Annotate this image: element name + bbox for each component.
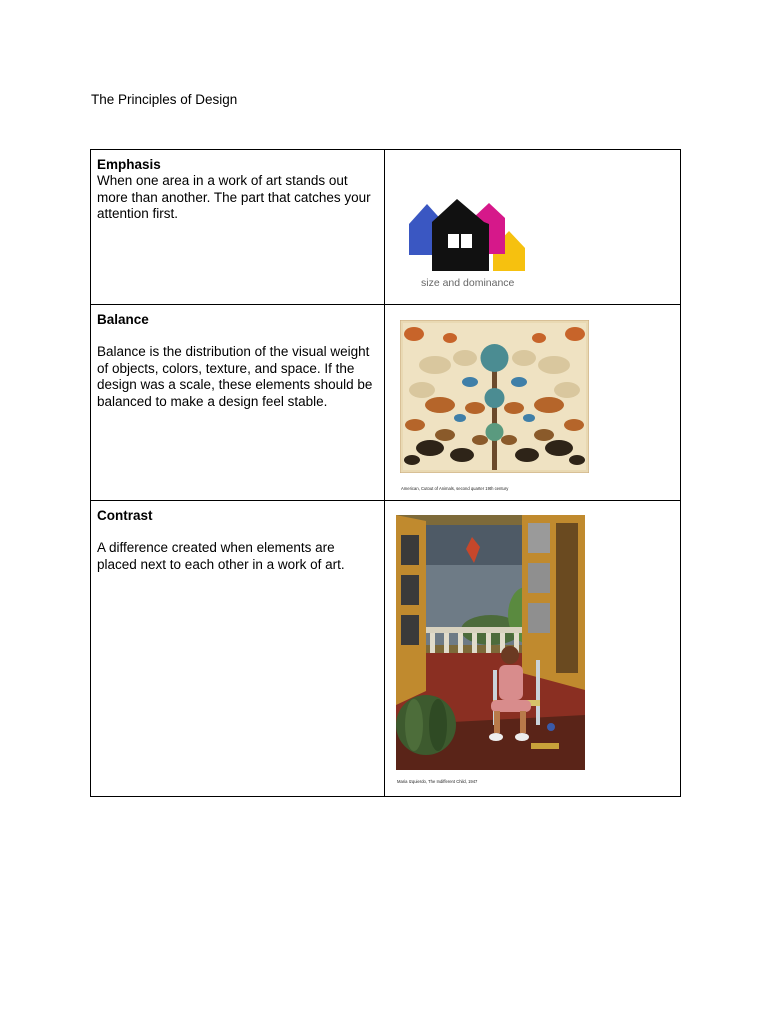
contrast-image-cell — [385, 501, 681, 797]
contrast-image-caption: Maria Izquierdo, The Indifferent Child, 1947 — [397, 779, 478, 784]
size-and-dominance-label: size and dominance — [421, 277, 515, 289]
black-house-shape — [432, 199, 489, 271]
principles-table — [90, 149, 681, 797]
size-and-dominance-illustration — [409, 194, 539, 294]
balance-image-caption: American, Cutout of Animals, second quarter 19th century — [401, 486, 509, 491]
emphasis-image-cell — [385, 150, 681, 305]
table-row-contrast — [91, 501, 681, 797]
contrast-term: Contrast — [97, 508, 153, 523]
table-row-balance — [91, 305, 681, 501]
balance-text-cell — [91, 305, 385, 501]
contrast-text-cell — [91, 501, 385, 797]
window-right-shape — [461, 234, 472, 248]
balance-term: Balance — [97, 312, 149, 327]
balance-image-cell — [385, 305, 681, 501]
emphasis-term: Emphasis — [97, 157, 161, 172]
cutout-of-animals-artwork — [400, 320, 589, 473]
balance-definition: Balance is the distribution of the visual weight of objects, colors, texture, and space. If the design was a scale, these elements should be balanced to make a design feel stable. — [97, 344, 373, 409]
table-row-emphasis — [91, 150, 681, 305]
contrast-definition: A difference created when elements are placed next to each other in a work of art. — [97, 540, 345, 572]
emphasis-definition: When one area in a work of art stands out more than another. The part that catches your attention first. — [97, 173, 371, 221]
indifferent-child-painting — [396, 515, 585, 770]
page-title: The Principles of Design — [91, 92, 238, 107]
emphasis-text-cell — [91, 150, 385, 305]
window-left-shape — [448, 234, 459, 248]
